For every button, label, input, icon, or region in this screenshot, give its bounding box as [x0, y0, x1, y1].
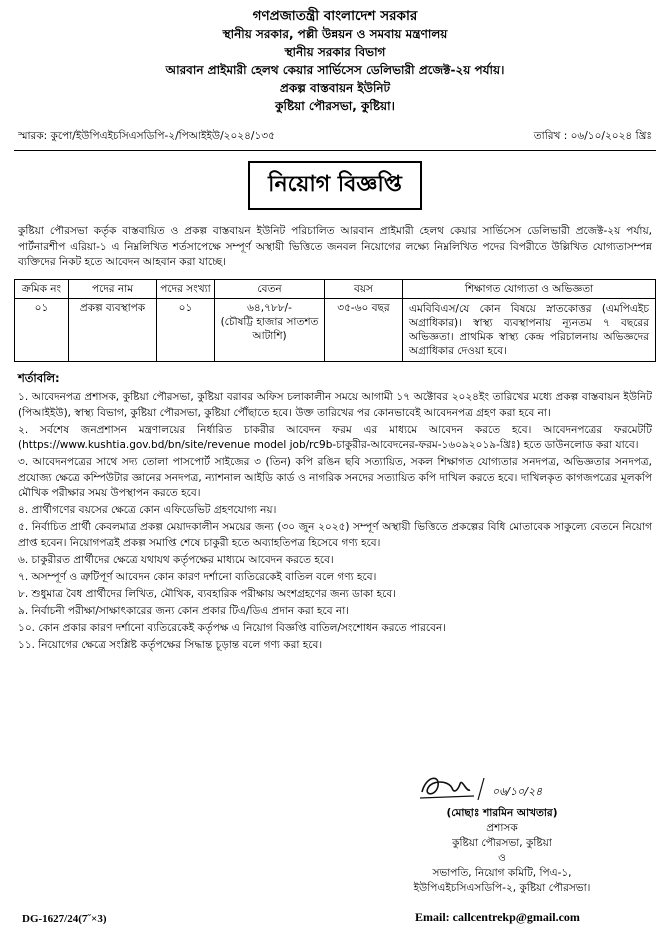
term-item: ৭. অসম্পূর্ণ ও ত্রুটিপূর্ণ আবেদন কোন কারণ দর্শানো ব্যতিরেকেই বাতিল বলে গণ্য হবে।	[18, 570, 377, 583]
table-row	[15, 298, 656, 361]
term-item: ৮. শুধুমাত্র বৈধ প্রার্থীদের লিখিত, মৌখিক, ব্যবহারিক পরীক্ষায় অংশগ্রহণের জন্য ডাকা হবে।	[18, 587, 396, 600]
col-salary: বেতন	[215, 279, 325, 298]
signatory-role-line1: সভাপতি, নিয়োগ কমিটি, পিএ-১,	[432, 867, 572, 879]
term-item: ৬. চাকুরীরত প্রার্থীদের ক্ষেত্রে যথাযথ কর্তৃপক্ষের মাধ্যমে আবেদন করতে হবে।	[18, 553, 334, 566]
intro-paragraph: কুষ্টিয়া পৌরসভা কর্তৃক বাস্তবায়িত ও প্রকল্প বাস্তবায়ন ইউনিট পরিচালিত আরবান প্রাইমারী হেলথ কেয়ার সার্ভিসেস ডেলিভারী প্রজেক্ট-২য় পর্যায়, পার্টনারশীপ এরিয়া-১ এ নিম্নলিখিত শর্তসাপেক্ষে সম্পূর্ণ অস্থায়ী ভিত্তিতে জনবল নিয়োগের লক্ষ্যে নিম্নলিখিত পদের বিপরীতে উল্লিখিত যোগ্যতাসম্পন্ন ব্যক্তিদের নিকট হতে আবেদন আহবান করা যাচ্ছে।	[18, 225, 652, 268]
col-qualification: শিক্ষাগত যোগ্যতা ও অভিজ্ঞতা	[403, 279, 656, 298]
signatory-role-line2: ইউপিএইচসিএসডিপি-২, কুষ্টিয়া পৌরসভা।	[413, 882, 591, 894]
letterhead	[14, 7, 656, 115]
signature-block	[392, 770, 612, 896]
terms-heading: শর্তাবলি:	[18, 370, 60, 385]
col-count: পদের সংখ্যা	[157, 279, 215, 298]
term-item: ৩. আবেদনপত্রের সাথে সদ্য তোলা পাসপোর্ট সাইজের ৩ (তিন) কপি রঙিন ছবি সত্যায়িত, সকল শিক্ষাগত যোগ্যতার সনদপত্র, অভিজ্ঞতার সনদপত্র, প্রযোজ্য ক্ষেত্রে কম্পিউটার জ্ঞানের সনদপত্র, ন্যাশনাল আইডি কার্ড ও নাগরিক সনদের সত্যায়িত কপি দাখিল করতে হবে। দাখিলকৃত কাগজপত্রের মূলকপি মৌখিক পরীক্ষার সময় উপস্থাপন করতে হবে।	[18, 456, 652, 499]
term-item: ১১. নিয়োগের ক্ষেত্রে সংশ্লিষ্ট কর্তৃপক্ষের সিদ্ধান্ত চূড়ান্ত বলে গণ্য করা হবে।	[18, 638, 323, 651]
term-item: ৪. প্রার্থীগণের বয়সের ক্ষেত্রে কোন এফিডেভিট গ্রহণযোগ্য নয়।	[18, 504, 277, 516]
signatory-name: (মোছাঃ শারমিন আখতার)	[446, 807, 558, 819]
table-header-row	[15, 279, 656, 298]
cell-qualification: এমবিবিএস/যে কোন বিষয়ে স্নাতকোত্তর (এমপিএইচ অগ্রাধিকার)। স্বাস্থ্য ব্যবস্থাপনায় ন্যূনতম ৭ বছরের অভিজ্ঞতা। প্রাথমিক স্বাস্থ্য কেন্দ্র পরিচালনায় অভিজ্ঞদের অগ্রাধিকার দেওয়া হবে।	[403, 298, 656, 361]
unit-name: প্রকল্প বাস্তবায়ন ইউনিট	[279, 81, 391, 95]
division-name: স্থানীয় সরকার বিভাগ	[284, 45, 386, 59]
project-name: আরবান প্রাইমারী হেলথ কেয়ার সার্ভিসেস ডেলিভারী প্রজেক্ট-২য় পর্যায়।	[165, 63, 505, 77]
govt-name: গণপ্রজাতন্ত্রী বাংলাদেশ সরকার	[252, 8, 418, 24]
salary-amount: ৬৪,৭৮৮/-	[247, 301, 292, 314]
header-divider	[14, 150, 656, 151]
cell-count: ০১	[157, 298, 215, 361]
col-serial: ক্রমিক নং	[15, 279, 69, 298]
col-age: বয়স	[325, 279, 403, 298]
terms-list	[14, 390, 656, 653]
memo-reference: স্মারক: কুপো/ইউপিএইচসিএসডিপি-২/পিআইইউ/২০২৪/১৩৫	[18, 130, 275, 142]
office-location: কুষ্টিয়া পৌরসভা, কুষ্টিয়া।	[275, 99, 395, 113]
cell-age: ৩৫-৬০ বছর	[325, 298, 403, 361]
term-item: ২. সর্বশেষ জনপ্রশাসন মন্ত্রণালয়ের নির্ধারিত চাকরীর আবেদন ফরম এর মাধ্যমে আবেদন করতে হবে। আবেদনপত্রের ফরমেটটি (https://www.kushtia.gov.bd/bn/site/revenue model job/rc9b-চাকুরীর-আবেদনের-ফরম-১৬০৯২০১৯-খ্রিঃ) হতে ডাউনলোড করা যাবে।	[18, 423, 652, 451]
col-post: পদের নাম	[69, 279, 157, 298]
signatory-designation: প্রশাসক	[486, 822, 518, 834]
title-wrap	[14, 161, 656, 210]
salary-in-words: (চৌষট্টি হাজার সাতশত আটাশি)	[220, 315, 319, 342]
term-item: ৫. নির্বাচিত প্রার্থী কেবলমাত্র প্রকল্প মেয়াদকালীন সময়ের জন্য (৩০ জুন ২০২৫) সম্পূর্ণ অস্থায়ী ভিত্তিতে প্রকল্পের বিধি মোতাবেক সাকুল্যে বেতনে নিয়োগ প্রাপ্ত হবেন। নিয়োগপত্রই প্রকল্প সমাপ্তি শেষে চাকুরী হতে অব্যাহতিপত্র হিসেবে গণ্য হবে।	[18, 521, 652, 549]
cell-salary	[215, 298, 325, 361]
signature-mark	[392, 770, 612, 806]
term-item: ৯. নির্বাচনী পরীক্ষা/সাক্ষাৎকারের জন্য কোন প্রকার টিএ/ডিএ প্রদান করা হবে না।	[18, 604, 350, 617]
memo-row	[14, 129, 656, 146]
cell-serial: ০১	[15, 298, 69, 361]
vacancy-table	[14, 279, 656, 362]
ministry-name: স্থানীয় সরকার, পল্লী উন্নয়ন ও সমবায় মন্ত্রণালয়	[222, 27, 448, 41]
notice-title: নিয়োগ বিজ্ঞপ্তি	[248, 161, 422, 210]
signatory-office: কুষ্টিয়া পৌরসভা, কুষ্টিয়া	[452, 837, 552, 849]
term-item: ১০. কোন প্রকার কারণ দর্শানো ব্যতিরেকেই কর্তৃপক্ষ এ নিয়োগ বিজ্ঞপ্তি বাতিল/সংশোধন করতে পারবেন।	[18, 621, 447, 634]
term-item: ১. আবেদনপত্র প্রশাসক, কুষ্টিয়া পৌরসভা, কুষ্টিয়া বরাবর অফিস চলাকালীন সময়ে আগামী ১৭ অক্টোবর ২০২৪ইং তারিখের মধ্যে প্রকল্প বাস্তবায়ন ইউনিট (পিআইইউ), স্বাস্থ্য বিভাগ, কুষ্টিয়া পৌরসভা, কুষ্টিয়া পৌঁছাতে হবে। উক্ত তারিখের পর কোনভাবেই আবেদনপত্র গ্রহণ করা হবে না।	[18, 391, 652, 419]
signature-date: ০৬/১০/২৪	[492, 785, 543, 798]
memo-date: তারিখ : ০৬/১০/২০২৪ খ্রিঃ	[533, 130, 652, 142]
contact-email: Email: callcentrekp@gmail.com	[415, 910, 580, 924]
cell-post: প্রকল্প ব্যবস্থাপক	[69, 298, 157, 361]
signatory-and: ও	[498, 852, 506, 864]
print-code: DG-1627/24(7˝×3)	[22, 913, 107, 925]
